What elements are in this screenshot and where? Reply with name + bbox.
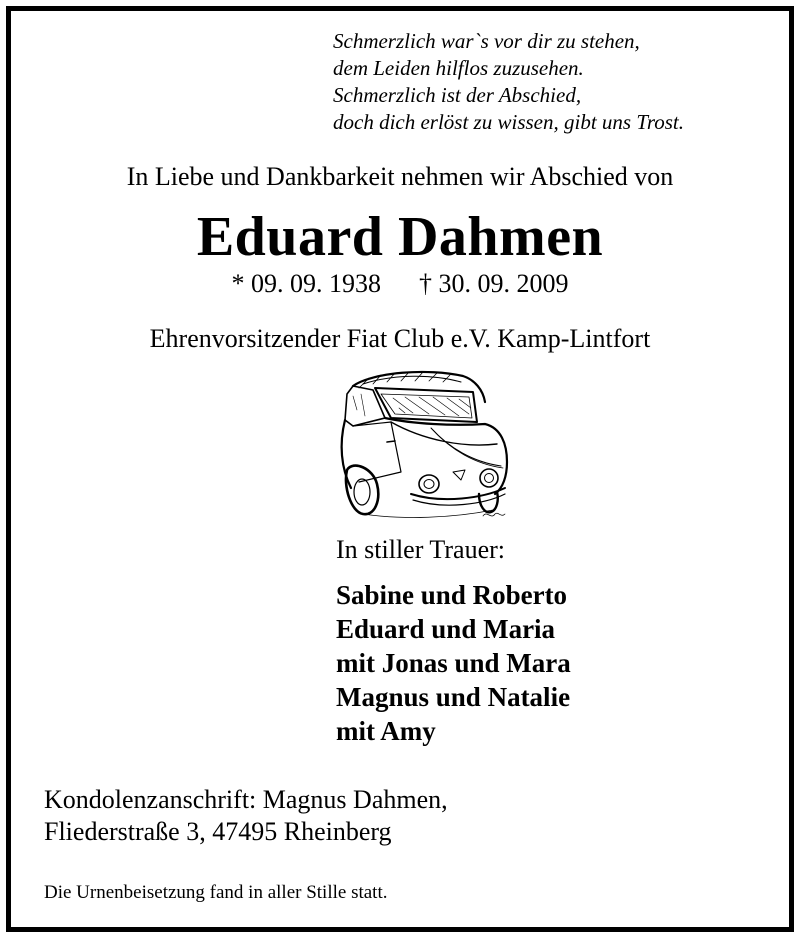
club-title: Ehrenvorsitzender Fiat Club e.V. Kamp-Lintfort: [149, 324, 651, 353]
burial-note: Die Urnenbeisetzung fand in aller Stille statt.: [44, 882, 388, 903]
family-list: [336, 578, 571, 748]
deceased-name: Eduard Dahmen: [196, 206, 604, 268]
birth-date: * 09. 09. 1938: [231, 269, 381, 298]
family-member: Sabine und Roberto: [336, 580, 568, 610]
address-line: Fliederstraße 3, 47495 Rheinberg: [44, 817, 392, 846]
life-dates: [0, 268, 800, 300]
address-line: Kondolenzanschrift: Magnus Dahmen,: [44, 785, 448, 814]
poem-line: Schmerzlich war`s vor dir zu stehen,: [333, 29, 640, 53]
intro-text: In Liebe und Dankbarkeit nehmen wir Abschied von: [126, 162, 674, 191]
death-date: † 30. 09. 2009: [419, 269, 569, 298]
family-member: Eduard und Maria: [336, 614, 556, 644]
family-member: mit Amy: [336, 716, 436, 746]
family-member: mit Jonas und Mara: [336, 648, 571, 678]
family-member: Magnus und Natalie: [336, 682, 571, 712]
poem-line: doch dich erlöst zu wissen, gibt uns Trost.: [333, 110, 685, 134]
poem-line: Schmerzlich ist der Abschied,: [333, 83, 582, 107]
poem: [333, 28, 684, 136]
fiat-500-car-drawing-icon: [333, 364, 513, 526]
poem-line: dem Leiden hilflos zuzusehen.: [333, 56, 584, 80]
condolence-address: [44, 784, 448, 848]
mourning-label: In stiller Trauer:: [336, 535, 505, 564]
